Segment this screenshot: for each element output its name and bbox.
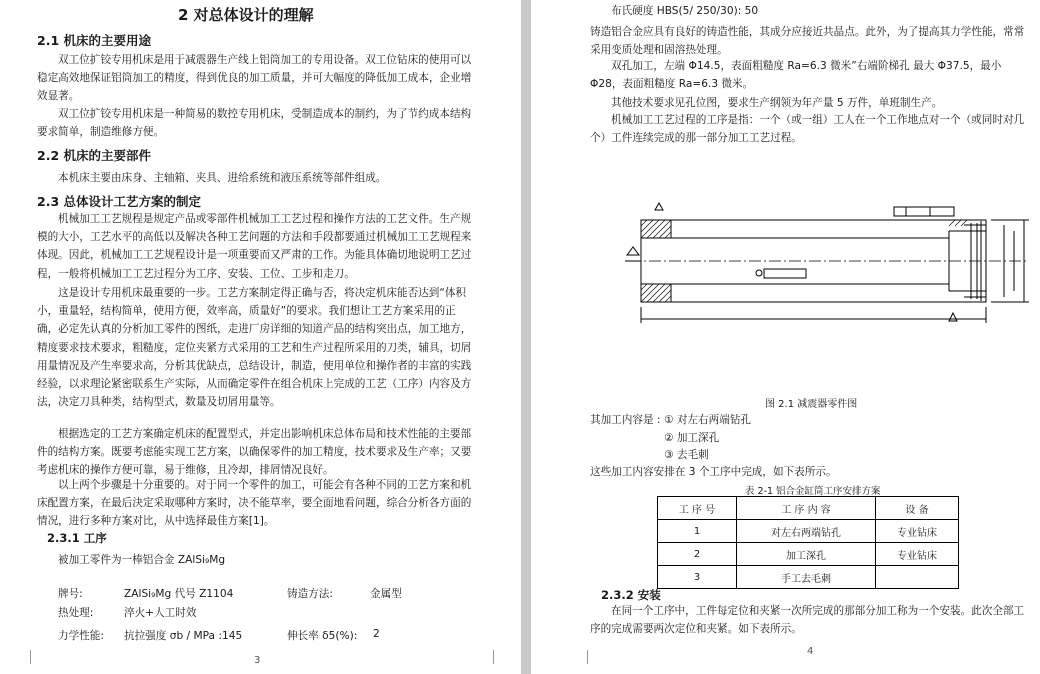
elongation-value: 2 <box>373 628 380 640</box>
document-page-4 <box>531 0 1040 674</box>
page-gap <box>521 0 531 674</box>
processing-content-label: 其加工内容是 : <box>590 414 661 426</box>
section-2-2-heading: 2.2 机床的主要部件 <box>37 148 151 163</box>
heat-treatment-label: 热处理: <box>58 607 94 619</box>
arrangement-line: 这些加工内容安排在 3 个工序中完成，如下表所示。 <box>590 466 837 478</box>
shock-absorber-part-drawing <box>619 195 1037 330</box>
table-cell: 手工去毛刺 <box>737 566 876 589</box>
alloy-paragraph: 铸造铝合金应具有良好的铸造性能，其成分应接近共晶点。此外，为了提高其力学性能，常常采用变质处理和固溶热处理。 <box>590 26 1025 57</box>
tensile-strength-value: 抗拉强度 σb / MPa :145 <box>124 630 243 642</box>
section-2-3-paragraph-2: 这是设计专用机床最重要的一步。工艺方案制定得正确与否，将决定机床能否达到“体积小，重量轻，结构简单，使用方便，效率高，质量好”的要求。我们想让工艺方案采用的正确，必定先认真的分析加工零件的图纸，走进厂房详细的知道产品的结构突出点，加工地方，精度要求技术要求，粗糙度，定位夹紧方式采用的工艺和生产过程所采用的刀类，辅具，切屑用量情况及产生率要求高，分析其优缺点，总结设计，制造，使用单位和操作者的丰富的实践经验，以求理论紧密联系生产实际，从而确定零件在组合机床上完成的工艺（工序）内容及方法，决定刀具种类，结构型式，数量及切屑用量等。 <box>37 287 472 409</box>
casting-method-value: 金属型 <box>370 588 402 600</box>
process-definition-paragraph: 机械加工工艺过程的工序是指：一个（或一组）工人在一个工作地点对一个（或同时对几个）工件连续完成的那一部分加工工艺过程。 <box>590 114 1025 145</box>
table-header-cell: 工 序 号 <box>658 497 737 520</box>
brinell-hardness-line: 布氏硬度 HBS(5/ 250/30): 50 <box>611 5 759 17</box>
table-cell: 专业钻床 <box>876 520 959 543</box>
margin-corner-mark <box>16 650 31 664</box>
section-2-3-paragraph-4: 以上两个步骤是十分重要的。对于同一个零件的加工，可能会有各种不同的工艺方案和机床配置方案，在最后決定采取哪种方案时，决不能草率，要全面地看问题，综合分析各方面的情况，进行多种方案对比，从中选择最佳方案[1]。 <box>37 479 472 528</box>
section-2-2-paragraph: 本机床主要由床身、主轴箱、夹具、进给系统和液压系统等部件组成。 <box>58 172 387 184</box>
table-header-cell: 工 序 内 容 <box>737 497 876 520</box>
processing-item-2: ② 加工深孔 <box>664 432 720 444</box>
table-header-row <box>658 497 959 520</box>
section-2-3-paragraph-3: 根据选定的工艺方案确定机床的配置型式，并定出影响机床总体布局和技术性能的主要部件的结构方案。既要考虑能实现工艺方案，以确保零件的加工精度，技术要求及生产率；又要考虑机床的操作方便可靠，易于维修，且冷却，排屑情况良好。 <box>37 428 472 477</box>
table-header-cell: 设 备 <box>876 497 959 520</box>
table-cell <box>876 566 959 589</box>
table-row <box>658 566 959 589</box>
hole-spec-paragraph: 双孔加工，左端 Φ14.5，表面粗糙度 Ra=6.3 微米”右端阶梯孔 最大 Φ37.5，最小 Φ28，表面粗糙度 Ra=6.3 微米。 <box>590 60 1002 91</box>
table-row <box>658 543 959 566</box>
technical-requirements-paragraph: 其他技术要求见孔位图，要求生产纲领为年产量 5 万件，单班制生产。 <box>611 97 943 109</box>
processing-item-3: ③ 去毛刺 <box>664 449 709 461</box>
heat-treatment-value: 淬火+人工时效 <box>124 607 197 619</box>
page-number: 4 <box>807 646 814 657</box>
installation-paragraph: 在同一个工序中，工件每定位和夹紧一次所完成的那部分加工称为一个安装。此次全部工序的完成需要两次定位和夹紧。如下表所示。 <box>590 605 1025 636</box>
casting-method-label: 铸造方法: <box>287 588 333 600</box>
table-cell: 2 <box>658 543 737 566</box>
table-cell: 加工深孔 <box>737 543 876 566</box>
mechanical-properties-label: 力学性能: <box>58 630 104 642</box>
section-2-3-paragraph-1: 机械加工工艺规程是规定产品或零部件机械加工工艺过程和操作方法的工艺文件。生产规模的大小，工艺水平的高低以及解决各种工艺问题的方法和手段都要通过机械加工工艺规程来体现。因此，机械加工工艺规程设计是一项重要而又严肃的工作。为能具体确切地说明工艺过程，一般将机械加工工艺过程分为工序、安装、工位、工步和走刀。 <box>37 213 472 280</box>
margin-corner-mark <box>493 650 508 664</box>
table-row <box>658 520 959 543</box>
table-caption: 表 2-1 铝合金缸筒工序安排方案 <box>745 486 881 497</box>
section-2-3-2-heading: 2.3.2 安装 <box>601 588 661 602</box>
grade-value: ZAlSi₉Mg 代号 Z1104 <box>124 588 234 600</box>
processing-item-1: ① 对左右两端钻孔 <box>664 414 752 426</box>
section-2-3-1-heading: 2.3.1 工序 <box>47 531 107 545</box>
section-2-1-paragraph-2: 双工位扩铰专用机床是一种简易的数控专用机床，受制造成本的制约，为了节约成本结构要求简单，制造维修方便。 <box>37 108 472 139</box>
section-2-1-paragraph-1: 双工位扩铰专用机床是用于减震器生产线上铝筒加工的专用设备。双工位钻床的使用可以稳定高效地保证铝筒加工的精度，得到优良的加工质量，并可大幅度的降低加工成本，企业增效显著。 <box>37 54 472 103</box>
part-material-line: 被加工零件为一棒铝合金 ZAlSi₉Mg <box>58 554 226 566</box>
chapter-title: 2 对总体设计的理解 <box>178 6 314 24</box>
section-2-1-heading: 2.1 机床的主要用途 <box>37 33 151 48</box>
margin-corner-mark <box>573 650 588 664</box>
elongation-label: 伸长率 δ5(%): <box>287 630 358 642</box>
table-cell: 对左右两端钻孔 <box>737 520 876 543</box>
section-2-3-heading: 2.3 总体设计工艺方案的制定 <box>37 194 201 209</box>
figure-caption: 图 2.1 减震器零件图 <box>765 399 858 410</box>
process-arrangement-table <box>657 496 959 589</box>
grade-label: 牌号: <box>58 588 83 600</box>
table-cell: 1 <box>658 520 737 543</box>
table-cell: 专业钻床 <box>876 543 959 566</box>
table-cell: 3 <box>658 566 737 589</box>
page-number: 3 <box>254 655 261 666</box>
